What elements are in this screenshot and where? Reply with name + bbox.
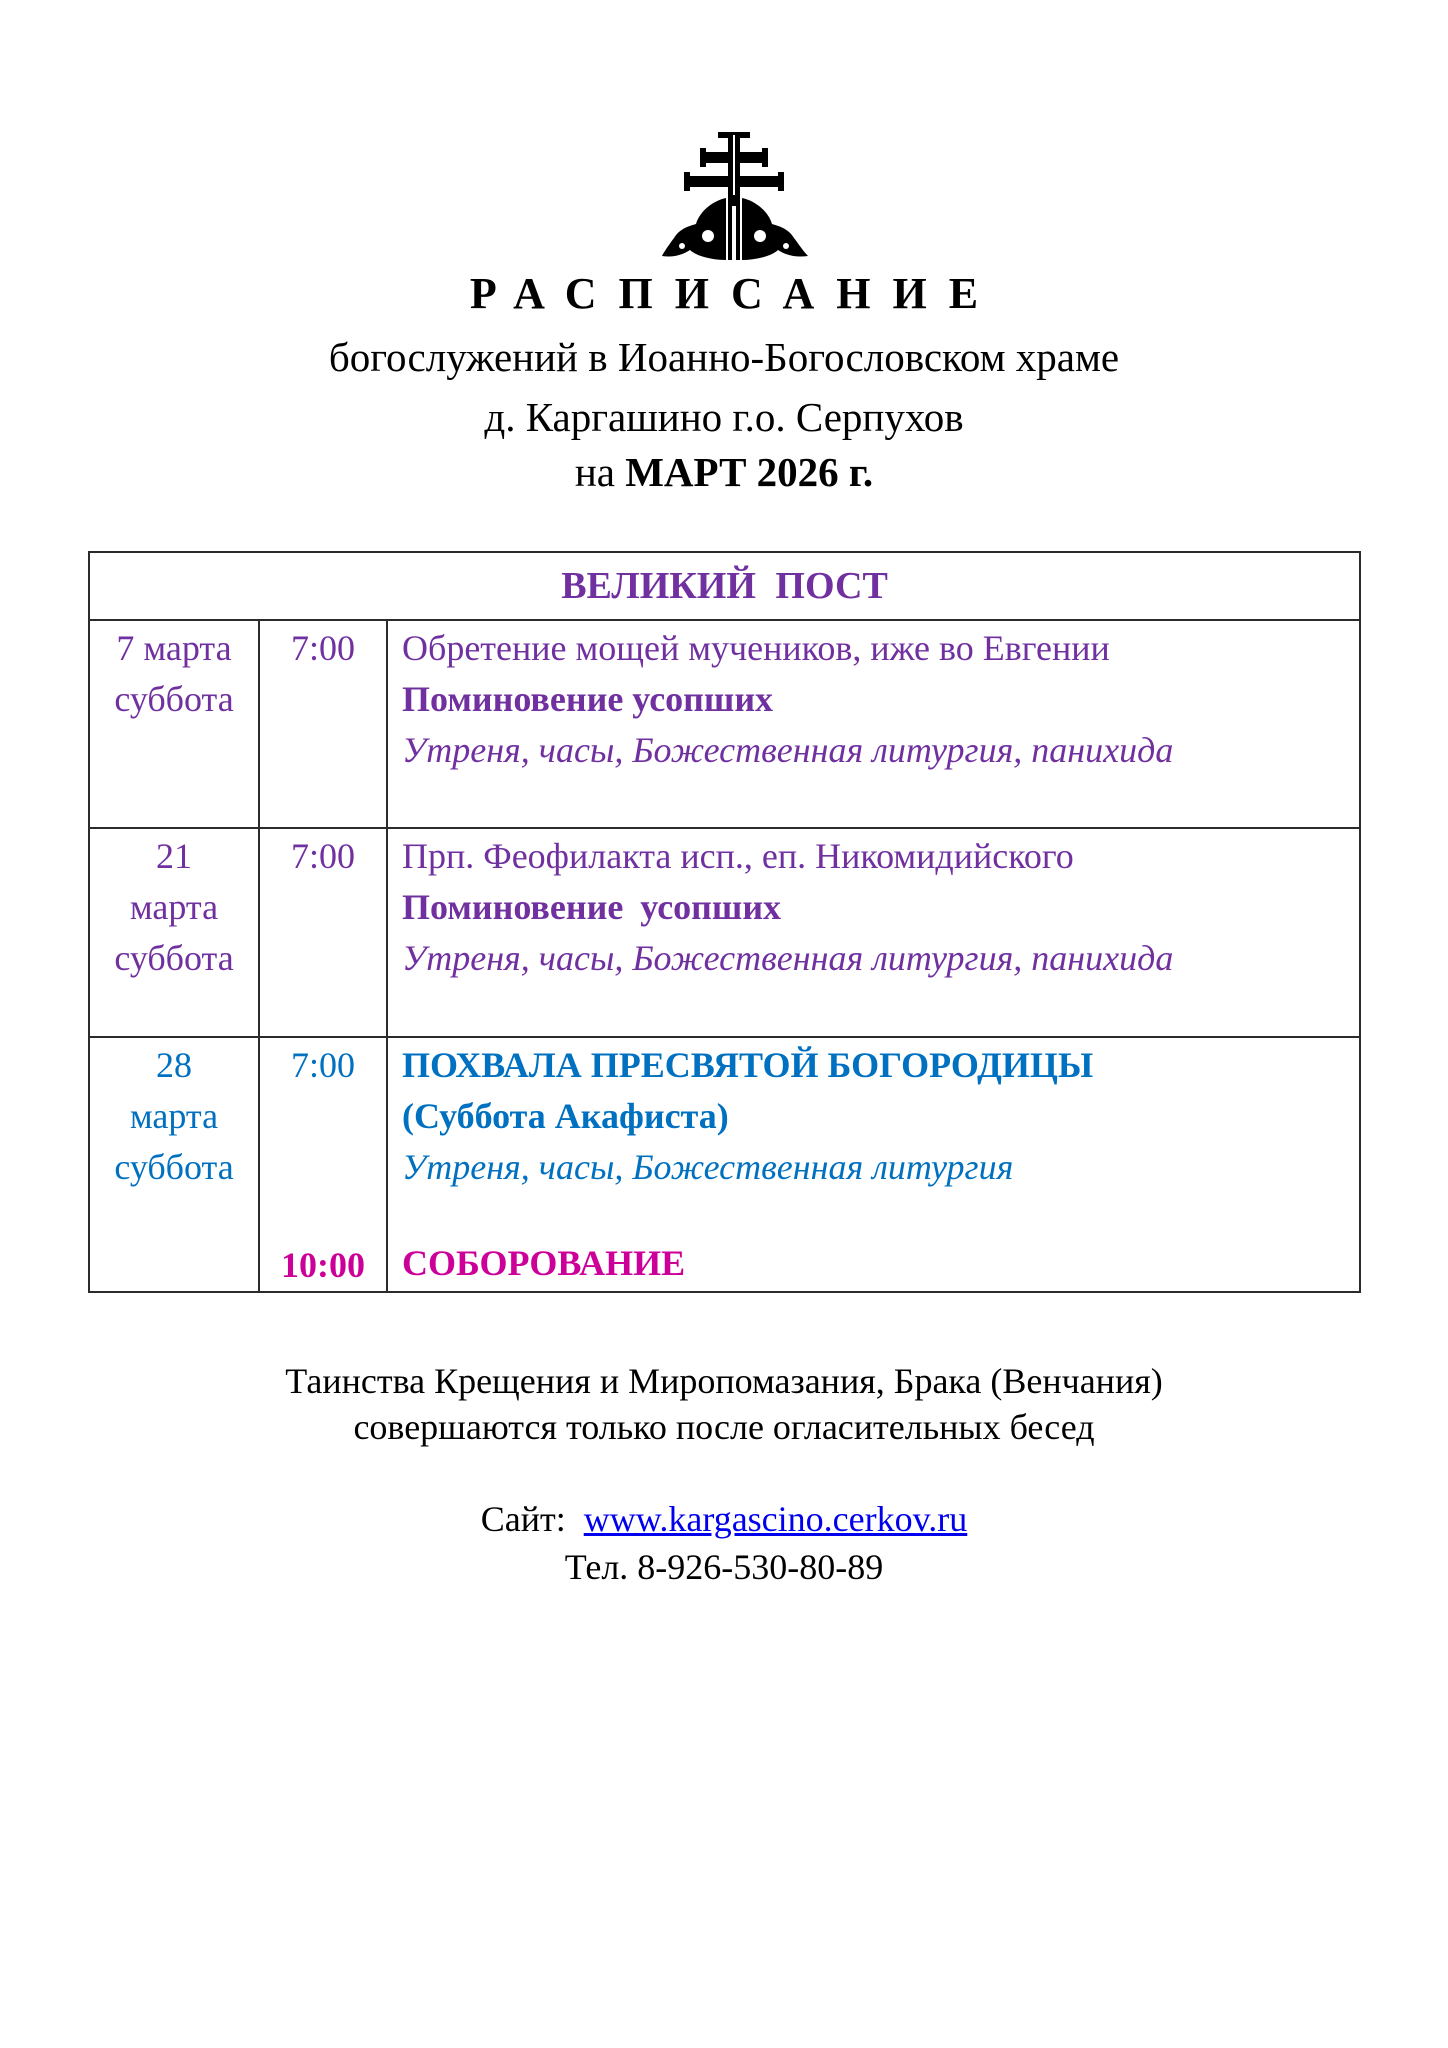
subtitle-location: д. Каргашино г.о. Серпухов: [484, 394, 964, 440]
orthodox-cross-ornament-icon: [660, 128, 810, 264]
date-cell: [89, 1037, 259, 1292]
date-cell: [89, 828, 259, 1037]
description-cell: [387, 620, 1360, 828]
website-line: [0, 1497, 1448, 1541]
table-row: [89, 620, 1360, 828]
feast-text: Прп. Феофилакта исп., еп. Никомидийского: [402, 836, 1074, 876]
services-text: Утреня, часы, Божественная литургия, панихида: [402, 730, 1174, 770]
time-cell: 7:00: [259, 828, 387, 1037]
description-cell: [387, 1037, 1360, 1292]
subtitle-month: [0, 448, 1448, 496]
date-cell: [89, 620, 259, 828]
date-line: 7 марта: [116, 628, 232, 668]
season-row: [89, 552, 1360, 620]
phone-line: Тел. 8-926-530-80-89: [564, 1547, 884, 1587]
time-cell: [259, 1037, 387, 1292]
document-title: РАСПИСАНИЕ: [469, 269, 1001, 318]
services-text: Утреня, часы, Божественная литургия: [402, 1147, 1014, 1187]
time-primary: 7:00: [290, 1045, 355, 1085]
date-line: марта: [129, 887, 219, 927]
season-title: ВЕЛИКИЙ ПОСТ: [89, 552, 1360, 620]
date-line: марта: [129, 1096, 219, 1136]
website-label: Сайт:: [480, 1499, 566, 1539]
feast-text: ПОХВАЛА ПРЕСВЯТОЙ БОГОРОДИЦЫ: [402, 1045, 1094, 1085]
services-text: Утреня, часы, Божественная литургия, панихида: [402, 938, 1174, 978]
date-line: суббота: [114, 679, 234, 719]
commemoration-text: (Суббота Акафиста): [402, 1096, 729, 1136]
sacraments-note-line2: совершаются только после огласительных бесед: [353, 1407, 1095, 1447]
website-link[interactable]: www.kargascino.cerkov.ru: [583, 1499, 968, 1539]
month-prefix: на: [574, 449, 615, 495]
table-row: [89, 828, 1360, 1037]
event-unction: СОБОРОВАНИЕ: [402, 1243, 686, 1283]
date-line: 21: [156, 836, 192, 876]
commemoration-text: Поминовение усопших: [402, 679, 774, 719]
date-line: 28: [156, 1045, 192, 1085]
description-cell: [387, 828, 1360, 1037]
feast-text: Обретение мощей мучеников, иже во Евгении: [402, 628, 1110, 668]
time-secondary: 10:00: [281, 1245, 365, 1285]
sacraments-note-line1: Таинства Крещения и Миропомазания, Брака (Венчания): [285, 1361, 1163, 1401]
date-line: суббота: [114, 1147, 234, 1187]
date-line: суббота: [114, 938, 234, 978]
subtitle-services: богослужений в Иоанно-Богословском храме: [328, 334, 1120, 380]
table-row: [89, 1037, 1360, 1292]
commemoration-text: Поминовение усопших: [402, 887, 782, 927]
month-label: МАРТ 2026 г.: [625, 449, 874, 495]
time-cell: 7:00: [259, 620, 387, 828]
schedule-table: [88, 551, 1361, 1293]
